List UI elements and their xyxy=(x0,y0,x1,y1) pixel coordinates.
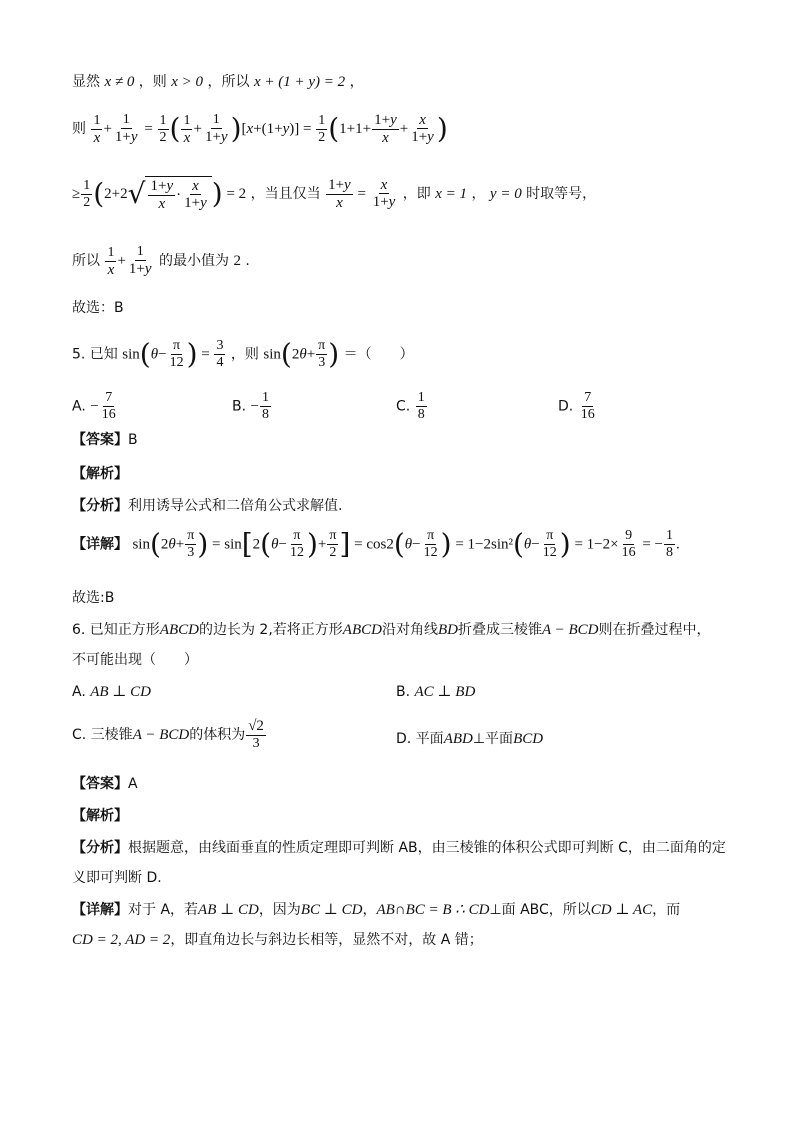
option-6c[interactable]: C. 三棱锥A − BCD的体积为 $\frac{√2}{3}$ xyxy=(72,718,264,751)
option-6b[interactable]: B. AC ⊥ BD xyxy=(396,684,476,700)
text: 时取等号， xyxy=(526,186,597,202)
choose-5: 故选:B xyxy=(72,590,115,606)
solution-line-2: 则 $\frac{1}{x}$ + $\frac{1}{1+y}$ = $\frac{1}{2}$ ( $\frac{1}{x}$ + $\frac{1}{1+y}$ )[x+(1+y)] = $\frac{1}{2}$ (1+1+ $\frac{1+y}{x}$ + $\frac{x}{1+y}$ ) xyxy=(72,112,448,146)
jiexi-6: 【解析】 xyxy=(72,808,128,824)
math-inline: x + (1 + y) = 2 xyxy=(253,74,346,90)
xiangjie-6-line-2: CD = 2, AD = 2，即直角边长与斜边长相等，显然不对，故 A 错； xyxy=(72,932,483,948)
option-6a[interactable]: A. AB ⊥ CD xyxy=(72,684,152,700)
xiangjie-5: 【详解】 sin(2θ+ $\frac{\pi}{3}$ ) = sin[2(θ− $\frac{\pi}{12}$ )+ $\frac{\pi}{2}$ ] = cos2(θ− $\frac{\pi}{12}$ ) = 1−2sin²(θ− $\frac{\pi}{12}$ ) = 1−2× $\frac{9}{16}$ = − $\frac{1}{8}$ . xyxy=(72,527,680,561)
jiexi-5: 【解析】 xyxy=(72,466,128,482)
option-a[interactable]: A. − $\frac{7}{16}$ xyxy=(72,390,116,422)
question-6-line-1: 6. 已知正方形ABCD的边长为 2,若将正方形ABCD沿对角线BD折叠成三棱锥A − BCD则在折叠过程中， xyxy=(72,622,711,638)
text: . xyxy=(245,253,250,269)
fenxi-6-line-1: 【分析】根据题意，由线面垂直的性质定理即可判断 AB，由三棱锥的体积公式即可判断 C，由二面角的定 xyxy=(72,840,726,856)
option-6d[interactable]: D. 平面ABD⊥平面BCD xyxy=(396,731,544,747)
answer-6: 【答案】A xyxy=(72,776,138,792)
text: ，当且仅当 xyxy=(250,186,321,202)
text: ， xyxy=(471,186,486,202)
math-inline: x ≠ 0 xyxy=(104,74,135,90)
solution-line-4: 所以 $\frac{1}{x}$ + $\frac{1}{1+y}$ 的最小值为 2 . xyxy=(72,244,250,278)
option-c[interactable]: C. $\frac{1}{8}$ xyxy=(396,390,425,422)
choose-line: 故选：B xyxy=(72,300,124,316)
solution-line-1 xyxy=(72,72,364,92)
math-inline: x > 0 xyxy=(171,74,204,90)
text: ，则 xyxy=(138,74,167,90)
xiangjie-6-line-1: 【详解】对于 A，若AB ⊥ CD，因为BC ⊥ CD，AB∩BC = B ∴ CD⊥面 ABC，所以CD ⊥ AC，而 xyxy=(72,902,681,918)
text: ，所以 xyxy=(207,74,250,90)
math-inline: y = 0 xyxy=(489,186,522,202)
solution-line-3: ≥ $\frac{1}{2}$ (2+2 √ $\frac{1+y}{x}$ · $\frac{x}{1+y}$ ) = 2 ，当且仅当 $\frac{1+y}{x}$ = $\frac{x}{1+y}$ ，即 x = 1 ， y = 0 时取等号， xyxy=(72,177,597,212)
text: 显然 xyxy=(72,74,100,90)
fenxi-5: 【分析】利用诱导公式和二倍角公式求解值. xyxy=(72,498,343,514)
text: ＝（ ） xyxy=(343,346,414,363)
math-inline: 2 xyxy=(233,253,241,269)
question-5: 5. 已知 sin(θ− $\frac{\pi}{12}$ ) = $\frac{3}{4}$ ，则 sin(2θ+ $\frac{\pi}{3}$ ) ＝（ ） xyxy=(72,337,414,371)
option-d[interactable]: D. $\frac{7}{16}$ xyxy=(558,390,595,422)
text: ， xyxy=(349,74,364,90)
text: ，即 xyxy=(402,186,431,202)
text: 则 xyxy=(72,121,86,137)
answer-5: 【答案】B xyxy=(72,432,138,448)
text: 的最小值为 xyxy=(159,253,230,269)
option-b[interactable]: B. − $\frac{1}{8}$ xyxy=(232,390,269,422)
math-inline: x = 1 xyxy=(435,186,468,202)
question-6-line-2: 不可能出现（ ） xyxy=(72,652,198,668)
text: 5. 已知 xyxy=(72,346,118,363)
fenxi-6-line-2: 义即可判断 D. xyxy=(72,870,162,886)
text: 所以 xyxy=(72,253,100,269)
text: ，则 xyxy=(230,346,259,363)
